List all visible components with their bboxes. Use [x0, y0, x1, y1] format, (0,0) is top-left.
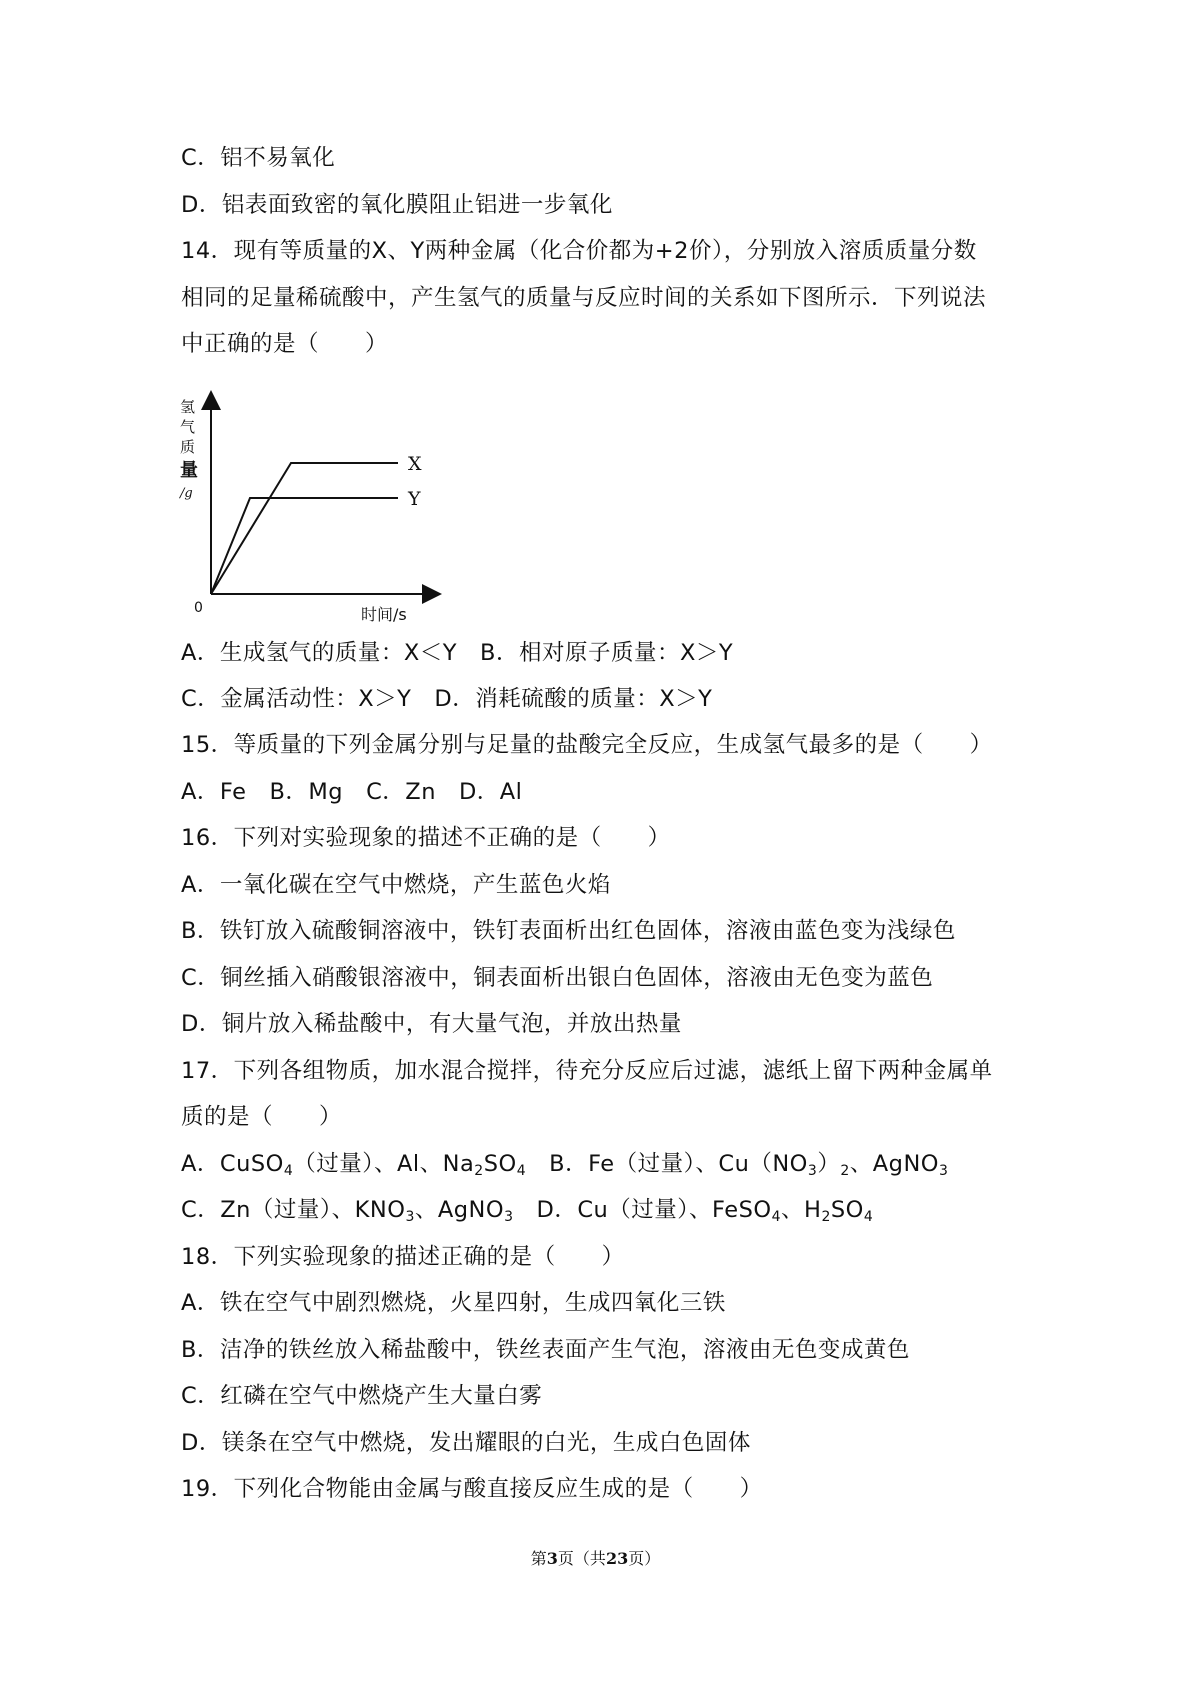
question-16: 16．下列对实验现象的描述不正确的是（ ）	[181, 825, 671, 851]
series-x-line	[211, 463, 398, 594]
question-16-option-a: A．一氧化碳在空气中燃烧，产生蓝色火焰	[181, 872, 611, 898]
y-label-4: 量	[180, 460, 198, 481]
question-14-line-3: 中正确的是（ ）	[181, 331, 389, 357]
page-footer: 第3页（共23页）	[530, 1549, 661, 1568]
question-18-option-d: D．镁条在空气中燃烧，发出耀眼的白光，生成白色固体	[181, 1430, 751, 1456]
question-17-line-2: 质的是（ ）	[181, 1104, 343, 1130]
question-18-option-c: C．红磷在空气中燃烧产生大量白雾	[181, 1383, 543, 1409]
question-19: 19．下列化合物能由金属与酸直接反应生成的是（ ）	[181, 1476, 763, 1502]
series-y-line	[211, 498, 398, 594]
series-y-label: Y	[408, 488, 421, 510]
hydrogen-mass-time-graph	[176, 388, 446, 628]
question-17-options-cd: C．Zn（过量）、$KNO_3$、AgNO$_3$ D．Cu（过量）、FeSO$_4$、$H_2SO_4$	[181, 1197, 874, 1225]
y-label-3: 质	[180, 438, 196, 456]
question-14-options-ab: A．生成氢气的质量：X＜Y B．相对原子质量：X＞Y	[181, 640, 734, 666]
question-17-line-1: 17．下列各组物质，加水混合搅拌，待充分反应后过滤，滤纸上留下两种金属单	[181, 1058, 993, 1084]
question-15-options: A．Fe B．Mg C．Zn D．Al	[181, 779, 523, 805]
series-x-label: X	[408, 453, 422, 475]
question-16-option-b: B．铁钉放入硫酸铜溶液中，铁钉表面析出红色固体，溶液由蓝色变为浅绿色	[181, 918, 956, 944]
option-d: D．铝表面致密的氧化膜阻止铝进一步氧化	[181, 192, 613, 218]
page-total: 23	[605, 1549, 629, 1568]
y-label-1: 氢	[180, 398, 196, 416]
question-18: 18．下列实验现象的描述正确的是（ ）	[181, 1244, 625, 1270]
question-18-option-a: A．铁在空气中剧烈燃烧，火星四射，生成四氧化三铁	[181, 1290, 726, 1316]
option-c: C．铝不易氧化	[181, 145, 336, 171]
origin-label: 0	[194, 600, 203, 616]
question-17-options-ab: A．CuSO$_4$（过量）、Al、$Na_2SO_4$ B．Fe（过量）、$Cu(NO_3)_2$、AgNO$_3$	[181, 1151, 949, 1179]
question-14-line-2: 相同的足量稀硫酸中，产生氢气的质量与反应时间的关系如下图所示．下列说法	[181, 285, 987, 311]
question-15: 15．等质量的下列金属分别与足量的盐酸完全反应，生成氢气最多的是（ ）	[181, 732, 993, 758]
question-16-option-d: D．铜片放入稀盐酸中，有大量气泡，并放出热量	[181, 1011, 682, 1037]
page-number: 3	[546, 1549, 558, 1568]
question-14-line-1: 14．现有等质量的X、Y两种金属（化合价都为+2价），分别放入溶质质量分数	[181, 238, 977, 264]
y-label-2: 气	[180, 418, 196, 436]
question-16-option-c: C．铜丝插入硝酸银溶液中，铜表面析出银白色固体，溶液由无色变为蓝色	[181, 965, 934, 991]
y-label-unit: /g	[180, 486, 193, 501]
x-axis-label: 时间/s	[361, 605, 407, 624]
question-18-option-b: B．洁净的铁丝放入稀盐酸中，铁丝表面产生气泡，溶液由无色变成黄色	[181, 1337, 910, 1363]
question-14-options-cd: C．金属活动性：X＞Y D．消耗硫酸的质量：X＞Y	[181, 686, 713, 712]
